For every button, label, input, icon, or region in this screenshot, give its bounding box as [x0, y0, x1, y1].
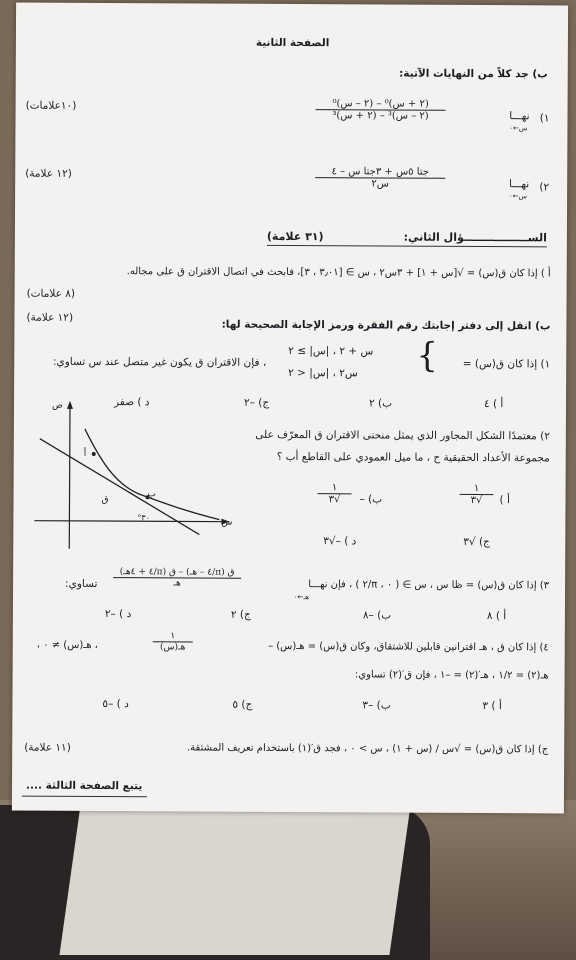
y-axis — [69, 404, 70, 549]
footer-underline — [22, 796, 147, 798]
page-header: الصفحة الثانية — [255, 36, 330, 50]
point-a — [92, 452, 96, 456]
mc1-option-a: أ ) ٤ — [483, 398, 504, 411]
q1-numerator: (٢ + س)⁰ – (٢ – س)⁰ — [316, 98, 446, 111]
mc3-denominator: هـ — [173, 578, 181, 589]
graph-angle-label: ٣٠° — [137, 513, 151, 523]
mc4-fraction — [153, 631, 193, 652]
mc1-option-d: د ) صفر — [113, 396, 150, 409]
mc4-line1: ٤) إذا كان ق ، هـ اقترانين قابلين للاشتقاق، وكان ق(س) = هـ(س) – — [268, 640, 549, 654]
q1-fraction — [316, 98, 446, 122]
mc3-limit-sub: هـ←٠ — [293, 593, 310, 602]
q2-title-marks: (٣١ علامة) — [266, 229, 324, 244]
mc2-option-b: ب) – — [359, 493, 383, 506]
q2c-text: ج) إذا كان ق(س) = √س / (س + ١) ، س > ٠ ، فجد ق′(١) باستخدام تعريف المشتقة. — [186, 742, 549, 756]
x-axis — [34, 521, 229, 522]
mc1-stem: ١) إذا كان ق(س) = — [462, 357, 551, 371]
graph-point-b-label: ب — [147, 489, 157, 500]
mc4-option-b: ب) –٣ — [362, 699, 391, 712]
paper-underneath — [59, 805, 410, 955]
mc4-option-d: د ) –٥ — [102, 698, 129, 711]
mc2-option-a-frac — [459, 483, 493, 506]
graph-y-label: ص — [51, 400, 63, 411]
graph-point-a-label: أ — [83, 448, 87, 459]
q2-number: ٢) — [539, 181, 550, 194]
secant-line — [39, 439, 199, 535]
mc4-line2: هـ(٢) = ١/٢ ، هـ′(٢) = –١ ، فإن ق′(٢) تساوي: — [354, 669, 549, 682]
q2-denominator: س٢ — [371, 178, 389, 190]
q2-limit: نهـــا — [508, 178, 530, 191]
piecewise-brace: { — [416, 335, 439, 376]
q2-numerator: جتا ٥س + ٣جتا س – ٤ — [315, 166, 445, 179]
graph-curve-label: ق — [101, 495, 109, 506]
q1-number: ١) — [539, 112, 550, 125]
mc3-option-c: ج) ٢ — [230, 608, 251, 621]
mc3-option-d: د ) –٢ — [104, 608, 132, 621]
mc2-a-num: ١ — [460, 483, 494, 495]
mc1-option-b: ب) ٢ — [368, 397, 393, 410]
graph-x-label: س — [221, 517, 233, 528]
mc2-option-c: ج) √٣ — [463, 535, 490, 549]
mc4-den: هـ(س) — [160, 642, 186, 653]
mc4-num: ١ — [153, 631, 193, 642]
mc2-b-den: √٣ — [328, 494, 341, 506]
y-axis-arrow — [67, 401, 73, 409]
mc4-option-c: ج) ٥ — [232, 698, 253, 711]
footer-continue: يتبع الصفحة الثالثة .... — [25, 779, 143, 793]
mc1-case1: س + ٢ ، |س| ≥ ٢ — [288, 344, 374, 358]
mc2-line2: مجموعة الأعداد الحقيقية ح ، ما ميل العمودي على القاطع أب ؟ — [276, 450, 550, 465]
mc1-tail: ، فإن الاقتران ق يكون غير متصل عند س تساوي: — [52, 355, 267, 369]
mc2-option-d: د ) –√٣ — [323, 535, 357, 548]
mc3-fraction — [113, 567, 241, 589]
mc3-tail: تساوي: — [65, 577, 98, 590]
part-b-heading: ب) جد كلاً من النهايات الآتية: — [399, 67, 548, 81]
mc3-option-a: أ ) ٨ — [486, 610, 507, 623]
q1-limit: نهـــا — [509, 110, 530, 123]
q2-title-prefix: الســـــــــــــــــؤال الثاني: — [403, 230, 547, 245]
q2a-marks: (٨ علامات) — [26, 287, 76, 300]
mc3-stem: ٣) إذا كان ق(س) = ظا س ، س ∋ ( ٠ ، π/٢ ) ، فإن نهـــا — [308, 579, 550, 592]
q2-limit-sub: س←٠ — [508, 192, 528, 201]
mc3-numerator: ق (π/٤ – هـ) – ق (π/٤ + ٤هـ) — [113, 567, 241, 579]
q1-denominator: (٢ – س)³ – (٢ + س)³ — [332, 110, 429, 122]
q2b-marks: (١٢ علامة) — [26, 311, 74, 324]
mc2-b-num: ١ — [318, 482, 352, 494]
mc2-line1: ٢) معتمدًا الشكل المجاور الذي يمثل منحنى الاقتران ق المعرّف على — [255, 428, 550, 443]
mc3-option-b: ب) –٨ — [362, 609, 392, 622]
mc2-option-b-frac — [317, 482, 351, 505]
mc4-option-a: أ ) ٣ — [482, 700, 502, 713]
tangent-secant-graph — [29, 399, 233, 550]
mc4-line1-tail: ، هـ(س) ≠ ٠ ، — [36, 639, 98, 651]
mc2-a-den: √٣ — [470, 494, 483, 507]
mc2-option-a: أ ) — [499, 494, 510, 507]
title-underline — [267, 245, 547, 247]
q2b-instruction: ب) انقل إلى دفتر إجابتك رقم الفقرة ورمز الإجابة الصحيحة لها: — [221, 318, 551, 333]
q1-limit-sub: س←٠ — [509, 124, 528, 133]
q2a-text: أ ) إذا كان ق(س) = √[س + ١] + ٣س٢ ، س ∋ [٣٫٠١ ، ٣]، فابحث في اتصال الاقتران ق على مجاله. — [126, 266, 551, 280]
exam-page — [12, 3, 568, 814]
q1-marks: (١٠علامات) — [25, 99, 77, 112]
q2-marks: (١٢ علامة) — [25, 167, 72, 180]
mc1-case2: س٢ ، |س| < ٢ — [288, 366, 358, 380]
q2-fraction — [315, 166, 445, 190]
mc1-option-c: ج) –٢ — [243, 396, 270, 409]
q2c-marks: (١١ علامة) — [24, 741, 71, 754]
